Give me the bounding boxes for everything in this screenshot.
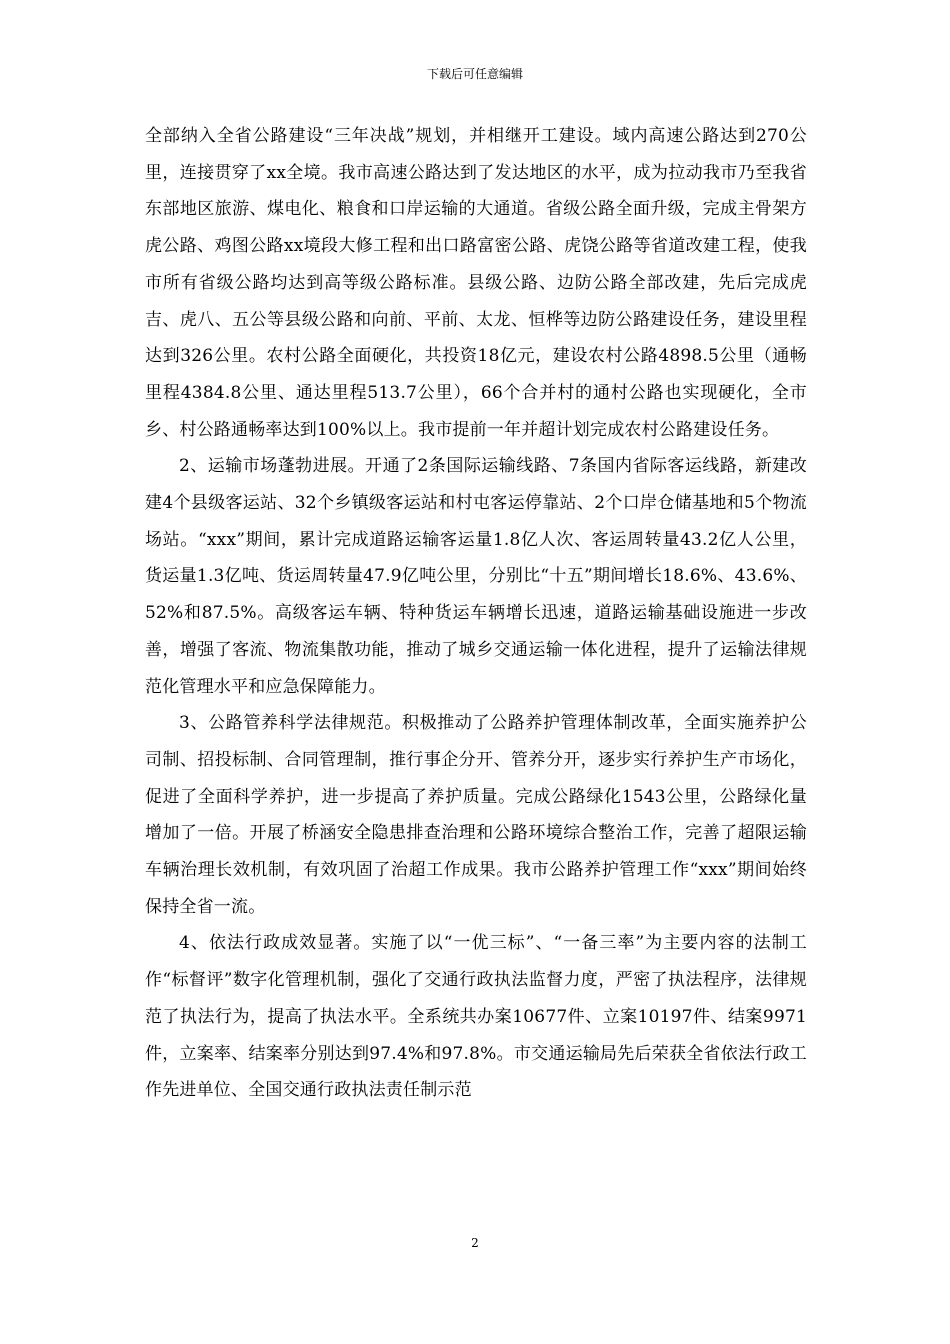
page-number: 2 xyxy=(471,1236,479,1250)
paragraph-transport-market: 2、运输市场蓬勃进展。开通了2条国际运输线路、7条国内省际客运线路，新建改建4个县级客运站、32个乡镇级客运站和村屯客运停靠站、2个口岸仓储基地和5个物流场站。“xxx”期间，累计完成道路运输客运量1.8亿人次、客运周转量43.2亿人公里，货运量1.3亿吨、货运周转量47.9亿吨公里，分别比“十五”期间增长18.6%、43.6%、52%和87.5%。高级客运车辆、特种货运车辆增长迅速，道路运输基础设施进一步改善，增强了客流、物流集散功能，推动了城乡交通运输一体化进程，提升了运输法律规范化管理水平和应急保障能力。 xyxy=(145,456,807,697)
page-header: 下载后可任意编辑 xyxy=(426,67,523,81)
paragraph-road-maintenance: 3、公路管养科学法律规范。积极推动了公路养护管理体制改革，全面实施养护公司制、招投标制、合同管理制，推行事企分开、管养分开，逐步实行养护生产市场化，促进了全面科学养护，进一步提高了养护质量。完成公路绿化1543公里，公路绿化量增加了一倍。开展了桥涵安全隐患排查治理和公路环境综合整治工作，完善了超限运输车辆治理长效机制，有效巩固了治超工作成果。我市公路养护管理工作“xxx”期间始终保持全省一流。 xyxy=(145,713,807,917)
document-body xyxy=(145,118,807,1109)
paragraph-continuation: 全部纳入全省公路建设“三年决战”规划，并相继开工建设。域内高速公路达到270公里，连接贯穿了xx全境。我市高速公路达到了发达地区的水平，成为拉动我市乃至我省东部地区旅游、煤电化、粮食和口岸运输的大通道。省级公路全面升级，完成主骨架方虎公路、鸡图公路xx境段大修工程和出口路富密公路、虎饶公路等省道改建工程，使我市所有省级公路均达到高等级公路标准。县级公路、边防公路全部改建，先后完成虎吉、虎八、五公等县级公路和向前、平前、太龙、恒桦等边防公路建设任务，建设里程达到326公里。农村公路全面硬化，共投资18亿元，建设农村公路4898.5公里（通畅里程4384.8公里、通达里程513.7公里），66个合并村的通村公路也实现硬化，全市乡、村公路通畅率达到100%以上。我市提前一年并超计划完成农村公路建设任务。 xyxy=(145,126,807,440)
paragraph-law-administration: 4、依法行政成效显著。实施了以“一优三标”、“一备三率”为主要内容的法制工作“标督评”数字化管理机制，强化了交通行政执法监督力度，严密了执法程序，法律规范了执法行为，提高了执法水平。全系统共办案10677件、立案10197件、结案9971件，立案率、结案率分别达到97.4%和97.8%。市交通运输局先后荣获全省依法行政工作先进单位、全国交通行政执法责任制示范 xyxy=(145,933,807,1101)
